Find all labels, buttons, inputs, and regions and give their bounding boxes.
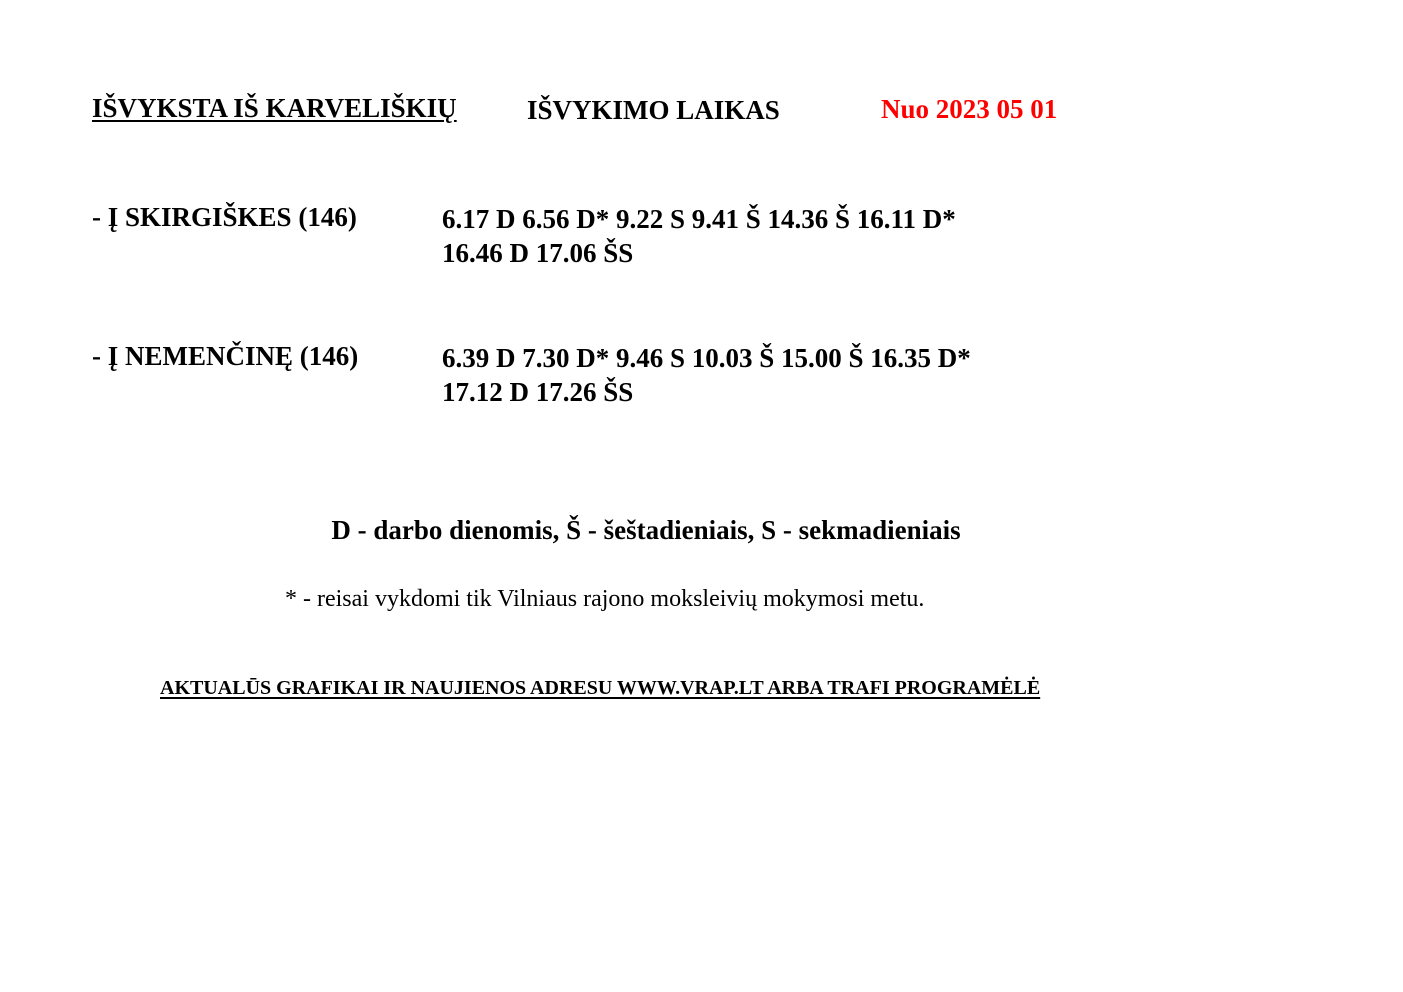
valid-from-date: Nuo 2023 05 01 xyxy=(881,94,1058,124)
route-times-skirgiskes xyxy=(442,202,956,270)
route-times-nemencine xyxy=(442,341,971,409)
route-times-line: 17.12 D 17.26 ŠS xyxy=(442,377,634,407)
route-times-line: 6.39 D 7.30 D* 9.46 S 10.03 Š 15.00 Š 16.35 D* xyxy=(442,343,971,373)
footnote: * - reisai vykdomi tik Vilniaus rajono moksleivių mokymosi metu. xyxy=(285,586,925,612)
route-name-skirgiskes: - Į SKIRGIŠKES (146) xyxy=(92,202,357,232)
departure-stop-title: IŠVYKSTA IŠ KARVELIŠKIŲ xyxy=(92,93,457,123)
day-legend: D - darbo dienomis, Š - šeštadieniais, S - sekmadieniais xyxy=(331,515,961,545)
route-times-line: 6.17 D 6.56 D* 9.22 S 9.41 Š 14.36 Š 16.11 D* xyxy=(442,204,956,234)
route-times-line: 16.46 D 17.06 ŠS xyxy=(442,238,634,268)
route-name-nemencine: - Į NEMENČINĘ (146) xyxy=(92,341,359,371)
departure-time-heading: IŠVYKIMO LAIKAS xyxy=(527,95,780,125)
website-footer: AKTUALŪS GRAFIKAI IR NAUJIENOS ADRESU WWW.VRAP.LT ARBA TRAFI PROGRAMĖLĖ xyxy=(160,677,1041,699)
